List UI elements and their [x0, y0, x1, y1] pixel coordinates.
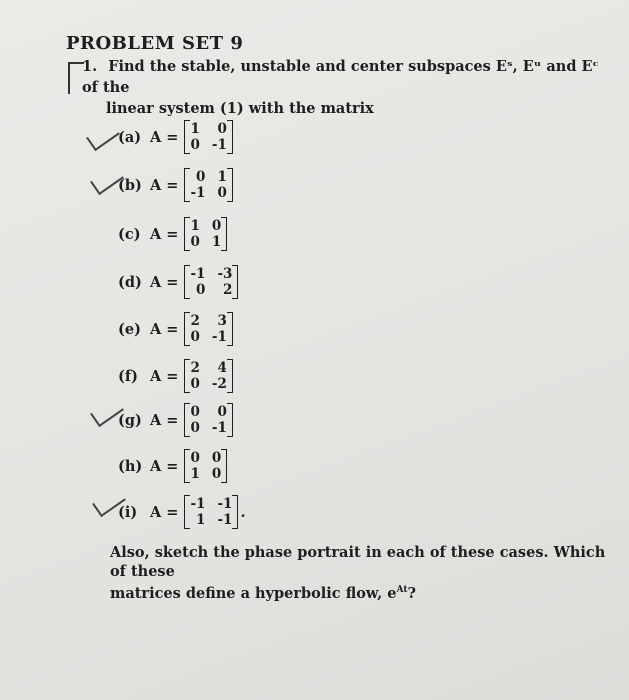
matrix-item-b: [118, 163, 235, 207]
matrix-cell: 1: [217, 169, 227, 185]
matrix-item-h: [118, 444, 229, 488]
matrix-cell: -1: [190, 266, 206, 282]
matrix: [184, 217, 227, 251]
matrix-cell: 0: [211, 466, 222, 482]
check-mark-a: [86, 121, 120, 151]
equals-label: A =: [150, 320, 179, 338]
matrix-item-d: [118, 260, 240, 304]
matrix-cell: 0: [190, 404, 200, 420]
matrix-cell: -1: [211, 420, 227, 436]
matrix: [184, 359, 232, 393]
matrix-item-a: [118, 115, 235, 159]
matrix-cell: 0: [190, 376, 200, 392]
equals-label: A =: [150, 457, 179, 475]
matrix-cell: 0: [190, 329, 200, 345]
matrix-cell: 0: [190, 450, 200, 466]
item-label: (d): [118, 273, 142, 291]
matrix-cell: 0: [217, 404, 227, 420]
matrix-item-c: [118, 212, 229, 256]
matrix-cell: 0: [190, 234, 200, 250]
equals-label: A =: [150, 503, 179, 521]
matrix: [184, 265, 238, 299]
matrix-cell: 0: [190, 137, 200, 153]
item-label: (f): [118, 367, 138, 385]
item-label: (g): [118, 411, 142, 429]
matrix-cell: 0: [196, 282, 206, 298]
matrix-item-i: [118, 490, 246, 534]
footer-line-2: matrices define a hyperbolic flow, e: [110, 584, 397, 602]
matrix-cell: 0: [211, 218, 222, 234]
matrix-item-g: [118, 398, 235, 442]
matrix-cell: 0: [217, 185, 227, 201]
matrix-cell: -1: [190, 185, 206, 201]
matrix-cell: 2: [190, 313, 200, 329]
follow-up-question: [110, 543, 610, 603]
problem-line-1: Find the stable, unstable and center subspaces Eˢ, Eᵘ and Eᶜ of the: [82, 58, 599, 96]
matrix-cell: -1: [217, 496, 233, 512]
item-label: (h): [118, 457, 143, 475]
page-title: PROBLEM SET 9: [66, 33, 244, 54]
matrix-cell: 0: [196, 169, 206, 185]
equals-label: A =: [150, 225, 179, 243]
matrix-cell: -2: [211, 376, 227, 392]
item-label: (i): [118, 503, 138, 521]
matrix-cell: 2: [223, 282, 233, 298]
problem-statement: [82, 56, 602, 119]
matrix-cell: 1: [196, 512, 206, 528]
equals-label: A =: [150, 128, 179, 146]
equals-label: A =: [150, 273, 179, 291]
item-label: (b): [118, 176, 142, 194]
matrix: [184, 495, 238, 529]
equals-label: A =: [150, 176, 179, 194]
matrix-cell: 3: [217, 313, 227, 329]
matrix-cell: -1: [211, 329, 227, 345]
footer-exponent: At: [396, 585, 408, 595]
matrix-cell: 1: [211, 234, 222, 250]
problem-line-2: linear system (1) with the matrix: [106, 100, 374, 117]
matrix-cell: -1: [190, 496, 206, 512]
matrix-cell: 0: [217, 121, 227, 137]
matrix-cell: -1: [211, 137, 227, 153]
matrix-item-e: [118, 307, 235, 351]
problem-number: 1.: [82, 58, 98, 75]
item-label: (a): [118, 128, 142, 146]
matrix-cell: 0: [211, 450, 222, 466]
footer-line-1: Also, sketch the phase portrait in each of these cases. Which of these: [110, 544, 606, 580]
item-label: (c): [118, 225, 141, 243]
matrix-cell: 1: [190, 466, 200, 482]
matrix-cell: 1: [190, 121, 200, 137]
matrix: [184, 168, 232, 202]
matrix-cell: 0: [190, 420, 200, 436]
footer-end: ?: [407, 584, 417, 602]
matrix-item-f: [118, 354, 235, 398]
matrix: [184, 403, 232, 437]
matrix-cell: 1: [190, 218, 200, 234]
matrix-cell: 4: [217, 360, 227, 376]
matrix: [184, 312, 232, 346]
equals-label: A =: [150, 367, 179, 385]
matrix-cell: -1: [217, 512, 233, 528]
matrix-cell: 2: [190, 360, 200, 376]
matrix-cell: -3: [217, 266, 233, 282]
matrix: [184, 449, 227, 483]
item-end: .: [240, 503, 246, 521]
equals-label: A =: [150, 411, 179, 429]
item-label: (e): [118, 320, 141, 338]
matrix: [184, 120, 232, 154]
